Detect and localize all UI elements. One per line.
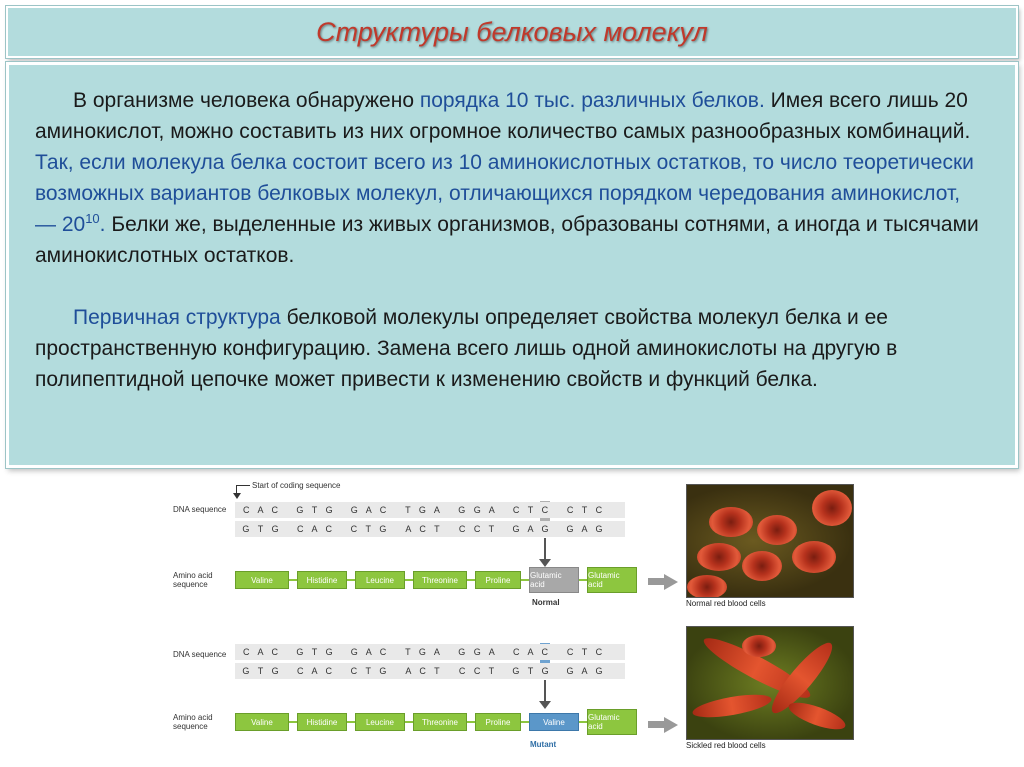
normal-dna-bottom-row [235,521,625,537]
codon: G A G [566,666,606,676]
codon: C T G [350,524,390,534]
cell-shape [757,515,797,545]
normal-cells-photo [686,484,854,598]
text-panel [6,62,1018,468]
start-arrow-icon [233,493,241,499]
paragraph-1 [35,85,985,271]
aa-label-mutant: Amino acid sequence [173,713,213,731]
p1-text-a: В организме человека обнаружено [73,89,420,112]
p1-highlight-a: порядка 10 тыс. различных белков. [419,89,765,112]
codon: G A C [350,647,390,657]
codon: A C T [405,666,443,676]
amino-acid-box: Proline [475,571,521,589]
amino-acid-box: Glutamic acid [587,567,637,593]
codon: G A G [512,524,552,534]
codon: C A C [296,524,335,534]
normal-dna-top-row [235,502,625,518]
p1-text-c: Белки же, выделенные из живых организмов, образованы сотнями, а иногда и тысячами аминокислотных остатков. [35,213,979,267]
amino-acid-box: Leucine [355,571,405,589]
amino-acid-box-mutated: Valine [529,713,579,731]
start-pointer-line [236,485,250,486]
normal-amino-acid-row [235,571,637,589]
cell-shape [709,507,753,537]
codon: C T C [566,647,606,657]
status-mutant: Mutant [530,740,557,749]
amino-acid-box-changed: Glutamic acid [529,567,579,593]
codon: C A C [242,647,281,657]
codon: C A C [512,647,551,657]
amino-acid-box: Threonine [413,713,467,731]
start-coding-label: Start of coding sequence [252,481,341,490]
paragraph-2 [35,302,985,395]
dna-label-mutant: DNA sequence [173,650,227,659]
slide-title: Структуры белковых молекул [316,16,708,47]
cell-shape [697,543,741,571]
p1-highlight-b: Так, если молекула белка состоит всего из 10 аминокислотных остатков, то число теоретически возможных вариантов белковых молекул, отличающихся порядком чередования аминокислот, — 20 [35,151,974,236]
codon: C T G [350,666,390,676]
normal-arrowhead-icon [539,559,551,567]
codon: C T C [566,505,606,515]
p2-text: белковой молекулы определяет свойства молекул белка и ее пространственную конфигурацию. Замена всего лишь одной аминокислоты на другую в полипептидной цепочке может привести к изменению свойств и функций белка. [35,306,898,391]
codon: A C T [405,524,443,534]
codon: T G A [405,647,443,657]
amino-acid-box: Histidine [297,571,347,589]
mutant-dna-bottom-row [235,663,625,679]
codon: G T G [296,647,336,657]
title-banner [6,6,1018,58]
codon: C C T [458,524,498,534]
p1-highlight-end: . [99,213,106,236]
codon: G A C [350,505,390,515]
normal-photo-arrow-icon [664,574,678,590]
sickle-cell-figure [170,478,860,763]
mutant-arrowhead-icon [539,701,551,709]
codon: C A C [242,505,281,515]
codon: G T G [512,666,552,676]
codon: C C T [458,666,498,676]
mutant-photo-arrow-icon [664,717,678,733]
codon: G T G [296,505,336,515]
p2-highlight: Первичная структура [73,306,281,329]
sickle-cells-photo [686,626,854,740]
amino-acid-box: Valine [235,713,289,731]
codon: G A G [566,524,606,534]
status-normal: Normal [532,598,560,607]
amino-acid-box: Histidine [297,713,347,731]
codon: G T G [242,666,282,676]
mutant-dna-top-row [235,644,625,660]
sickle-photo-caption: Sickled red blood cells [686,741,766,750]
aa-label-normal: Amino acid sequence [173,571,213,589]
amino-acid-box: Threonine [413,571,467,589]
amino-acid-box: Proline [475,713,521,731]
codon: G G A [458,647,498,657]
mutant-amino-acid-row [235,713,637,731]
p1-text-b: Имея всего лишь 20 аминокислот, можно составить из них огромное количество самых разнообразных комбинаций. [35,89,971,143]
cell-shape [742,551,782,581]
dna-label-normal: DNA sequence [173,505,227,514]
amino-acid-box: Leucine [355,713,405,731]
sickle-cell-shape [691,690,773,722]
p1-superscript: 10 [85,211,100,226]
sickle-cell-shape [786,697,849,734]
cell-shape [687,575,727,598]
codon: G T G [242,524,282,534]
cell-shape [742,635,776,657]
amino-acid-box: Glutamic acid [587,709,637,735]
normal-photo-caption: Normal red blood cells [686,599,766,608]
codon: C T C [512,505,552,515]
codon: T G A [405,505,443,515]
codon: G G A [458,505,498,515]
amino-acid-box: Valine [235,571,289,589]
codon: C A C [296,666,335,676]
cell-shape [812,490,852,526]
cell-shape [792,541,836,573]
